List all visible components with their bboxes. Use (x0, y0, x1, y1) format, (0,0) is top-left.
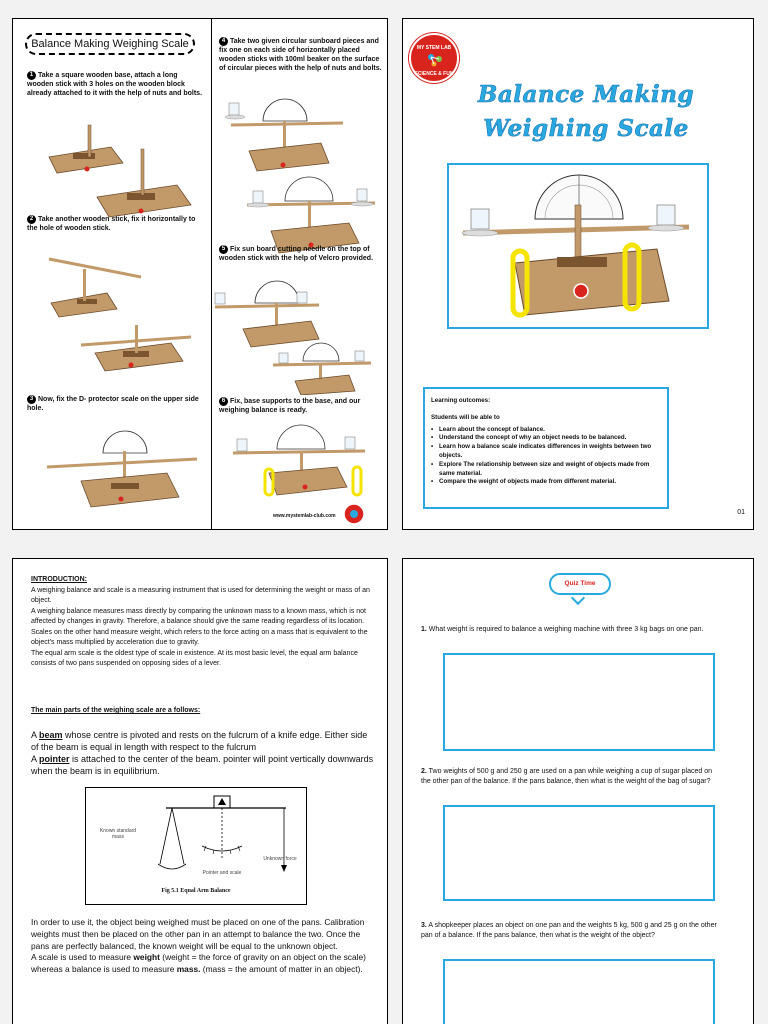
list-item: • Learn about the concept of balance. (431, 426, 661, 435)
step-4-illustration (225, 83, 385, 255)
question-number: 1. (421, 626, 427, 633)
instructions-title: Balance Making Weighing Scale (25, 33, 195, 55)
answer-box-2[interactable] (443, 805, 715, 901)
figure-caption: Fig 5.1 Equal Arm Balance (161, 888, 231, 894)
cover-page (402, 18, 754, 530)
text-run: (mass = the amount of matter in an object). (200, 964, 363, 975)
paragraph: The equal arm scale is the oldest type of scale in existence. At its most basic level, the equal arm balance consists of two pans suspended on opposing sides of a lever. (31, 649, 358, 667)
page-number: 01 (737, 509, 745, 516)
step-number: 6 (219, 397, 228, 406)
quiz-question-3 (421, 921, 721, 941)
cover-title-line2: Weighing Scale (483, 115, 689, 142)
text-run: A scale is used to measure (31, 952, 134, 963)
quiz-title: Quiz Time (549, 573, 611, 595)
step-text: Fix, base supports to the base, and our weighing balance is ready. (219, 398, 361, 415)
learning-outcomes-box (423, 387, 669, 509)
outcomes-intro: Students will be able to (431, 413, 500, 421)
text-run: (weight = the force of gravity on an object on the scale) whereas a balance is used to measure (31, 952, 366, 975)
step-4 (219, 37, 383, 73)
step-number: 2 (27, 215, 36, 224)
step-2 (27, 215, 203, 233)
known-mass-label: Known standard mass (99, 828, 137, 840)
unknown-force-label: Unknown force (263, 856, 297, 862)
instructions-page (12, 18, 388, 530)
beam-term: beam (39, 730, 63, 740)
brand-logo (409, 33, 459, 83)
scale-vs-balance (31, 952, 379, 976)
step-1-illustration (41, 111, 201, 223)
question-number: 2. (421, 768, 427, 775)
question-number: 3. (421, 922, 427, 929)
logo-line1: MY STEM LAB (416, 45, 452, 51)
weight-term: weight (133, 952, 160, 963)
list-item: • Compare the weight of objects made from different material. (431, 478, 661, 487)
step-3 (27, 395, 203, 413)
paragraph: In order to use it, the object being weighed must be placed on one of the pans. Calibration weights must then be placed on the other pan in an attempt to balance the two. Once the pans are perfectly balanced, the known weight will be equal to the unknown object. (31, 917, 365, 951)
step-6-illustration (225, 423, 381, 507)
list-item: • Explore The relationship between size and weight of objects made from same material. (431, 461, 661, 479)
mass-term: mass. (176, 964, 201, 975)
pointer-term: pointer (39, 754, 70, 765)
introduction-page (12, 558, 388, 1024)
equal-arm-balance-figure (85, 787, 307, 905)
list-item: • Learn how a balance scale indicates differences in weights between two objects. (431, 443, 661, 461)
pointer-scale-label: Pointer and scale (202, 870, 242, 876)
step-5-illustration (211, 273, 381, 395)
step-text: Now, fix the D- protector scale on the upper side hole. (27, 396, 199, 413)
step-text: Fix sun board cutting needle on the top of wooden stick with the help of Velcro provided. (219, 246, 374, 263)
question-text: Two weights of 500 g and 250 g are used on a pan while weighing a cup of sugar placed on the other pan of the balance. If the pans balance, then what is the weight of the bag of sugar? (421, 768, 712, 786)
step-text: Take another wooden stick, fix it horizontally to the hole of wooden stick. (27, 216, 196, 233)
step-number: 4 (219, 37, 228, 46)
step-text: Take two given circular sunboard pieces and fix one on each side of horizontally placed wooden sticks with 100ml beaker on the surface of circular pieces with the help of nuts and bolts. (219, 38, 382, 73)
quiz-page (402, 558, 754, 1024)
brand-logo-icon (343, 503, 365, 525)
step-text: Take a square wooden base, attach a long wooden stick with 3 holes on the wooden block already attached to it with the help of nuts and bolts. (27, 72, 203, 98)
logo-line2: SCIENCE & FUN (414, 71, 454, 77)
introduction-heading: INTRODUCTION: (31, 576, 87, 583)
step-1 (27, 71, 203, 98)
paragraph: Scales on the other hand measure weight, which refers to the force acting on a mass that is equivalent to the object's mass multiplied by acceleration due to gravity. (31, 628, 368, 646)
step-6 (219, 397, 383, 415)
outcomes-heading: Learning outcomes: (431, 397, 491, 404)
quiz-question-2 (421, 767, 721, 787)
equal-arm-balance-diagram (86, 788, 306, 904)
step-number: 1 (27, 71, 36, 80)
cover-image-frame (447, 163, 709, 329)
answer-box-3[interactable] (443, 959, 715, 1024)
parts-description (31, 729, 375, 778)
molecule-icon (427, 53, 443, 67)
answer-box-1[interactable] (443, 653, 715, 751)
quiz-question-1 (421, 625, 721, 635)
cover-title-line1: Balance Making (477, 81, 695, 108)
pointer-description (31, 753, 375, 777)
text-run: is attached to the center of the beam. pointer will point vertically downwards when the beam is in equilibrium. (31, 754, 374, 777)
usage-section (31, 917, 379, 976)
beam-description (31, 729, 375, 753)
website-url: www.mystemlab-club.com (273, 513, 336, 519)
text-run: A (31, 754, 40, 765)
parts-heading: The main parts of the weighing scale are a follows: (31, 707, 201, 714)
question-text: What weight is required to balance a weighing machine with three 3 kg bags on one pan. (428, 626, 704, 633)
step-3-illustration (47, 423, 203, 519)
text-run: A (31, 730, 40, 740)
question-text: A shopkeeper places an object on one pan and the weights 5 kg, 500 g and 25 g on the other pan of a balance. If the pans balance, then what is the weight of the object? (421, 922, 717, 940)
text-run: whose centre is pivoted and rests on the fulcrum of a knife edge. Either side of the beam is equal in length with respect to the fulcrum (31, 730, 368, 753)
step-2-illustration (41, 247, 201, 377)
weighing-balance-illustration (449, 165, 707, 327)
outcomes-list (431, 426, 661, 488)
step-5 (219, 245, 383, 263)
step-number: 3 (27, 395, 36, 404)
step-number: 5 (219, 245, 228, 254)
introduction-section (31, 575, 375, 670)
paragraph: A weighing balance measures mass directly by comparing the unknown mass to a known mass, which is not affected by changes in gravity. Therefore, a balance should give the same reading regardless of its location. (31, 607, 366, 625)
paragraph: A weighing balance and scale is a measuring instrument that is used for determining the weight or mass of an object. (31, 586, 370, 604)
list-item: • Understand the concept of why an object needs to be balanced. (431, 434, 661, 443)
